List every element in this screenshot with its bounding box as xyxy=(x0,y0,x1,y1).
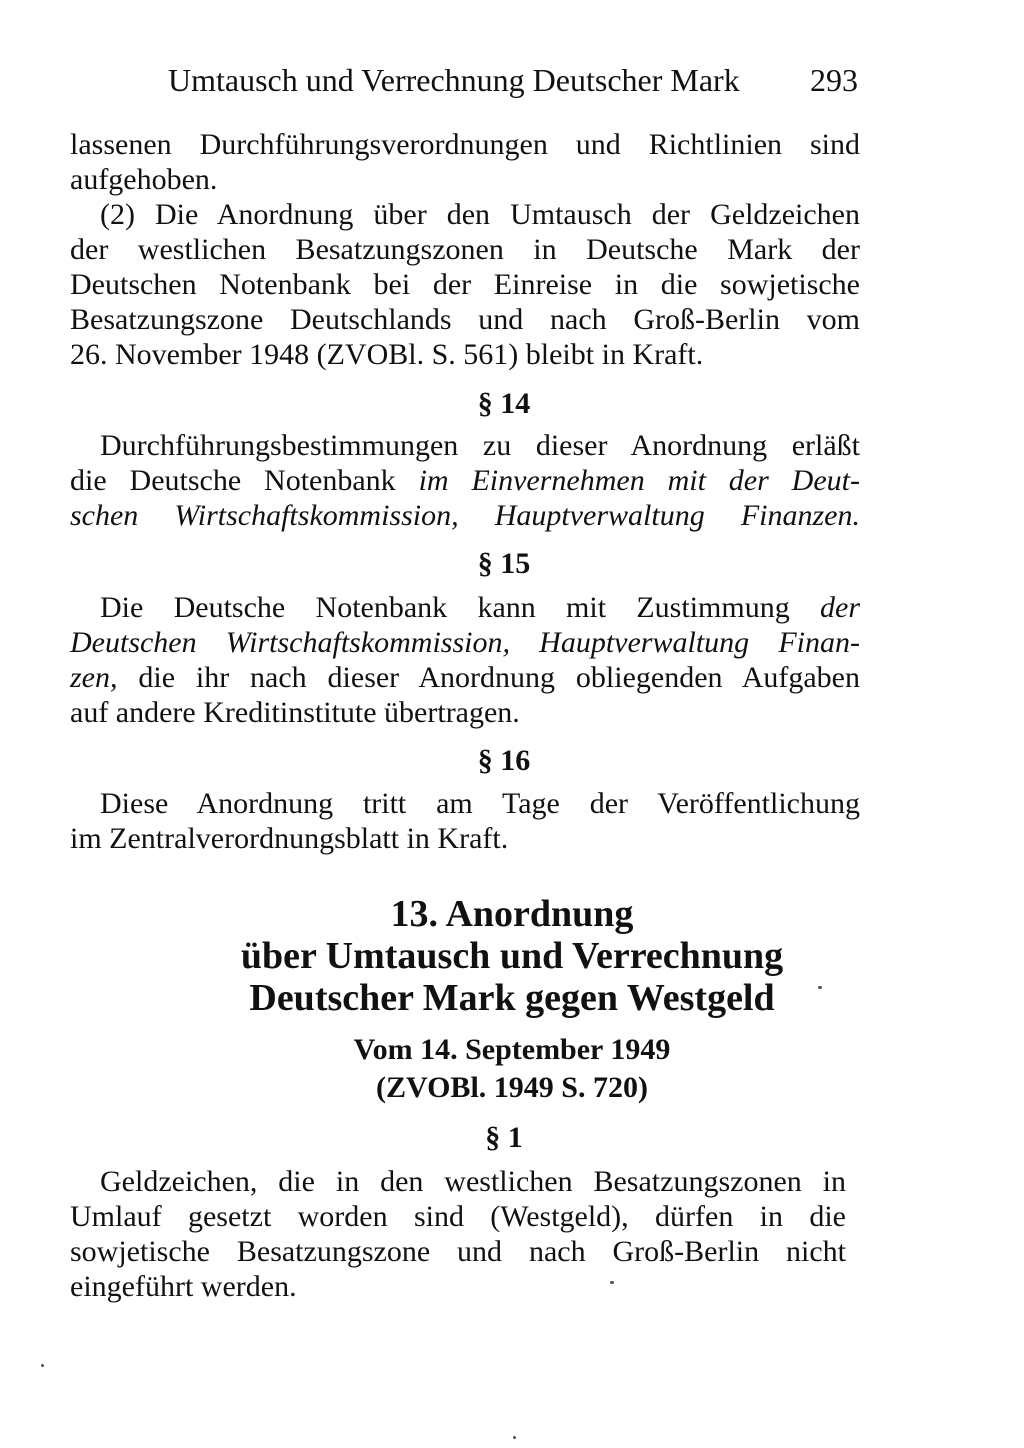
text-line: 26. November 1948 (ZVOBl. S. 561) bleibt in Kraft. xyxy=(70,338,704,371)
text-line: Deutschen Notenbank bei der Einreise in die sowjetische xyxy=(70,268,860,301)
text-line: auf andere Kreditinstitute übertragen. xyxy=(70,696,520,729)
section-14-body xyxy=(70,428,860,533)
page-number: 293 xyxy=(810,62,858,98)
text-line: zen, die ihr nach dieser Anordnung obliegenden Aufgaben xyxy=(70,661,860,694)
scan-speck xyxy=(513,1436,516,1439)
text-line: Deutschen Wirtschaftskommission, Hauptverwaltung Finan- xyxy=(70,626,860,659)
scan-speck xyxy=(818,986,822,989)
text-line: sowjetische Besatzungszone und nach Groß-Berlin nicht xyxy=(70,1235,846,1268)
text-line: lassenen Durchführungsverordnungen und Richtlinien sind xyxy=(70,128,860,161)
text-line: Diese Anordnung tritt am Tage der Veröffentlichung xyxy=(100,787,860,820)
paragraph-2 xyxy=(70,197,860,372)
section-16-body xyxy=(70,786,860,856)
scan-speck xyxy=(41,1364,44,1367)
scan-speck xyxy=(610,1281,614,1284)
text-line: Umlauf gesetzt worden sind (Westgeld), dürfen in die xyxy=(70,1200,846,1233)
paragraph-continued xyxy=(70,127,860,197)
ordinance-date: Vom 14. September 1949 xyxy=(353,1033,671,1066)
ordinance-citation: (ZVOBl. 1949 S. 720) xyxy=(376,1071,648,1104)
section-1-body xyxy=(70,1164,846,1304)
section-heading-15: § 15 xyxy=(477,547,531,580)
text-line: eingeführt werden. xyxy=(70,1270,297,1303)
section-15-body xyxy=(70,590,860,730)
text-line: Durchführungsbestimmungen zu dieser Anordnung erläßt xyxy=(100,429,860,462)
ordinance-title-line-1: 13. Anordnung xyxy=(390,893,634,935)
running-head xyxy=(168,58,868,102)
section-heading-16: § 16 xyxy=(477,744,531,777)
text-line: im Zentralverordnungsblatt in Kraft. xyxy=(70,822,509,855)
text-line: (2) Die Anordnung über den Umtausch der Geldzeichen xyxy=(100,198,860,231)
text-line: die Deutsche Notenbank im Einvernehmen mit der Deut- xyxy=(70,464,860,497)
ordinance-title-line-2: über Umtausch und Verrechnung xyxy=(240,935,784,977)
text-line: Besatzungszone Deutschlands und nach Groß-Berlin vom xyxy=(70,303,860,336)
text-line: Die Deutsche Notenbank kann mit Zustimmung der xyxy=(100,591,860,624)
section-heading-14: § 14 xyxy=(477,387,531,420)
text-line: schen Wirtschaftskommission, Hauptverwaltung Finanzen. xyxy=(70,499,860,532)
text-line: Geldzeichen, die in den westlichen Besatzungszonen in xyxy=(100,1165,846,1198)
ordinance-title-line-3: Deutscher Mark gegen Westgeld xyxy=(249,977,775,1019)
text-line: der westlichen Besatzungszonen in Deutsche Mark der xyxy=(70,233,860,266)
section-heading-1: § 1 xyxy=(485,1121,523,1154)
running-head-title: Umtausch und Verrechnung Deutscher Mark xyxy=(168,62,740,98)
text-line: aufgehoben. xyxy=(70,163,218,196)
